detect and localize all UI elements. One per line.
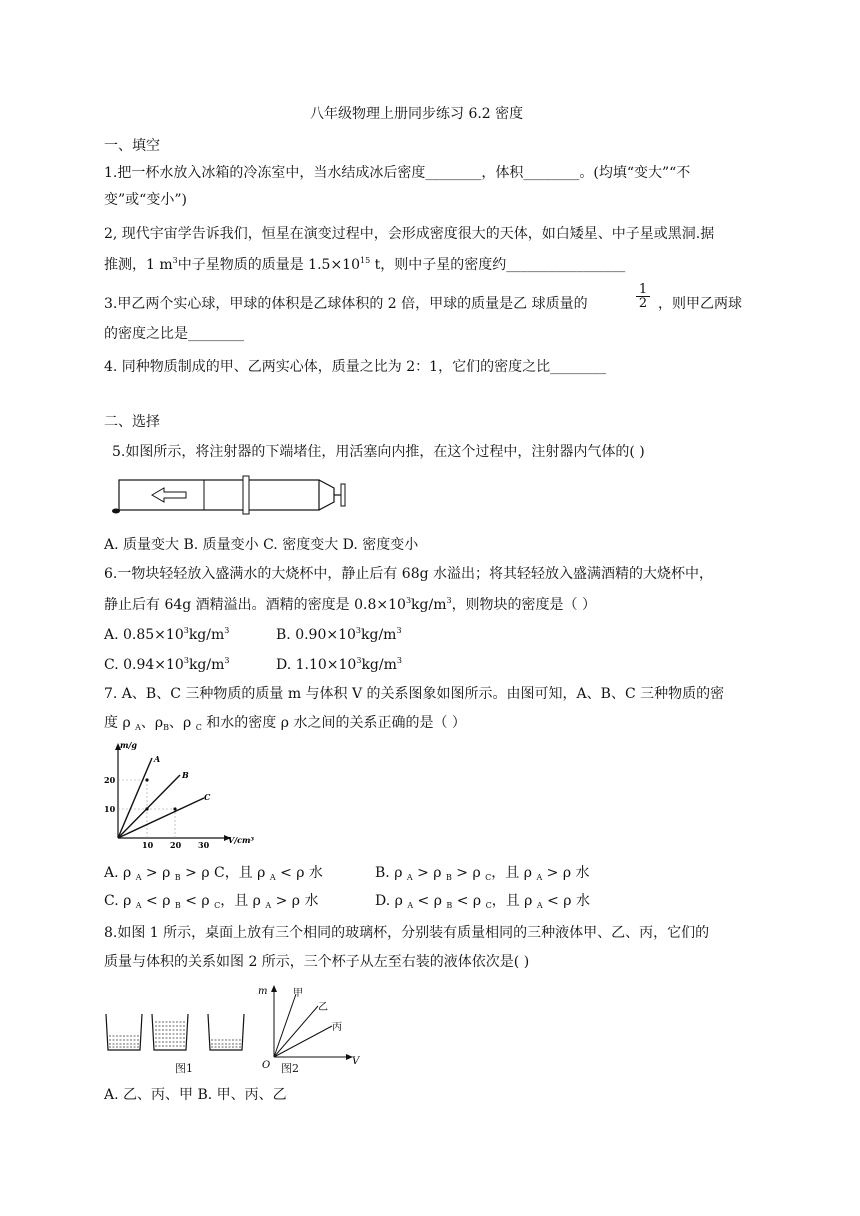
chart-ytick: 20: [104, 775, 116, 785]
fig1-caption: 图1: [175, 1062, 193, 1075]
graph-line-label: 乙: [318, 1002, 328, 1013]
fig2-caption: 图2: [281, 1062, 299, 1075]
chart-xtick: 30: [198, 840, 210, 850]
q7-option-d: D. ρ $_A$ < ρ $_B$ < ρ $_C$，且 ρ $_A$ < ρ 水: [375, 893, 590, 910]
q6-option-c: C. $0.94\times 10^3kg/m^3$: [104, 656, 230, 673]
q6-option-d: D. $1.10\times 10^3kg/m^3$: [276, 656, 402, 673]
chart-xlabel: V/cm³: [228, 835, 254, 845]
chart-line-label: A: [154, 754, 161, 764]
q3-line1b: ，则甲乙两球: [658, 296, 742, 312]
q6-option-a: A. $0.85\times 10^3kg/m^3$: [104, 626, 230, 643]
q7-line1: 7. A、B、C 三种物质的质量 m 与体积 V 的关系图象如图所示。由图可知，A、B、C 三种物质的密: [104, 686, 725, 702]
q7-option-c: C. ρ $_A$ < ρ $_B$ < ρ $_C$，且 ρ $_A$ > ρ 水: [104, 893, 319, 910]
chart-ytick: 10: [104, 804, 116, 814]
q5-options: A. 质量变大 B. 质量变小 C. 密度变大 D. 密度变小: [104, 537, 419, 553]
graph-xlabel: V: [352, 1056, 360, 1067]
section-heading-fill: 一、填空: [104, 138, 160, 154]
graph-line-label: 丙: [332, 1022, 342, 1033]
graph-ylabel: m: [258, 986, 268, 997]
chart-line-label: B: [182, 770, 189, 780]
chart-xtick: 20: [170, 840, 182, 850]
q3-fraction: 1 2: [636, 283, 650, 310]
q7-option-b: B. ρ $_A$ > ρ $_B$ > ρ $_C$，且 ρ $_A$ > ρ 水: [375, 865, 590, 882]
q4-text: 4. 同种物质制成的甲、乙两实心体，质量之比为 2：1，它们的密度之比________: [104, 359, 607, 375]
q2-line2: 推测，1 $m^3$中子星物质的质量是 $1.5\times 10^{15}$ t，则中子星的密度约_________________: [104, 256, 626, 273]
chart-ylabel: m/g: [120, 740, 137, 750]
q1-line1: 1.把一杯水放入冰箱的冷冻室中，当水结成冰后密度________，体积________。(均填“变大”“不: [104, 165, 691, 181]
q8-line2: 质量与体积的关系如图 2 所示，三个杯子从左至右装的液体依次是( ): [104, 954, 530, 970]
q6-option-b: B. $0.90\times 10^3kg/m^3$: [276, 626, 402, 643]
mass-volume-graph-2: [260, 982, 370, 1072]
graph-line-label: 甲: [293, 988, 303, 999]
chart-xtick: 10: [142, 840, 154, 850]
q3-line1a: 3.甲乙两个实心球，甲球的体积是乙球体积的 2 倍，甲球的质量是乙 球质量的: [104, 296, 588, 312]
syringe-figure: [104, 474, 354, 524]
q2-line1: 2, 现代宇宙学告诉我们，恒星在演变过程中，会形成密度很大的天体，如白矮星、中子星或黑洞.据: [104, 226, 715, 242]
page-title: 八年级物理上册同步练习 6.2 密度: [310, 106, 524, 122]
q8-line1: 8.如图 1 所示，桌面上放有三个相同的玻璃杯，分别装有质量相同的三种液体甲、乙、丙，它们的: [104, 925, 710, 941]
q8-options: A. 乙、丙、甲 B. 甲、丙、乙: [104, 1087, 287, 1103]
q7-line2: 度 ρ $_A$、$\rho_B$、ρ $_C$ 和水的密度 ρ 水之间的关系正确的是（ ）: [104, 715, 466, 732]
q7-option-a: A. ρ $_A$ > ρ $_B$ > ρ C，且 ρ $_A$ < ρ 水: [104, 865, 323, 882]
q1-line2: 变”或“变小”): [104, 192, 187, 208]
q6-line2: 静止后有 64g 酒精溢出。酒精的密度是 $0.8\times 10^3kg/m^3$，则物块的密度是（ ）: [104, 596, 597, 613]
graph-origin: O: [262, 1060, 271, 1071]
mass-volume-chart: [100, 740, 260, 850]
section-heading-choice: 二、选择: [104, 414, 160, 430]
q6-line1: 6.一物块轻轻放入盛满水的大烧杯中，静止后有 68g 水溢出；将其轻轻放入盛满酒精的大烧杯中，: [104, 566, 714, 582]
q5-stem: 5.如图所示，将注射器的下端堵住，用活塞向内推，在这个过程中，注射器内气体的( ): [112, 444, 645, 460]
glass-cups-figure: [104, 1010, 264, 1060]
chart-line-label: C: [204, 792, 211, 802]
q3-line2: 的密度之比是________: [104, 326, 244, 342]
